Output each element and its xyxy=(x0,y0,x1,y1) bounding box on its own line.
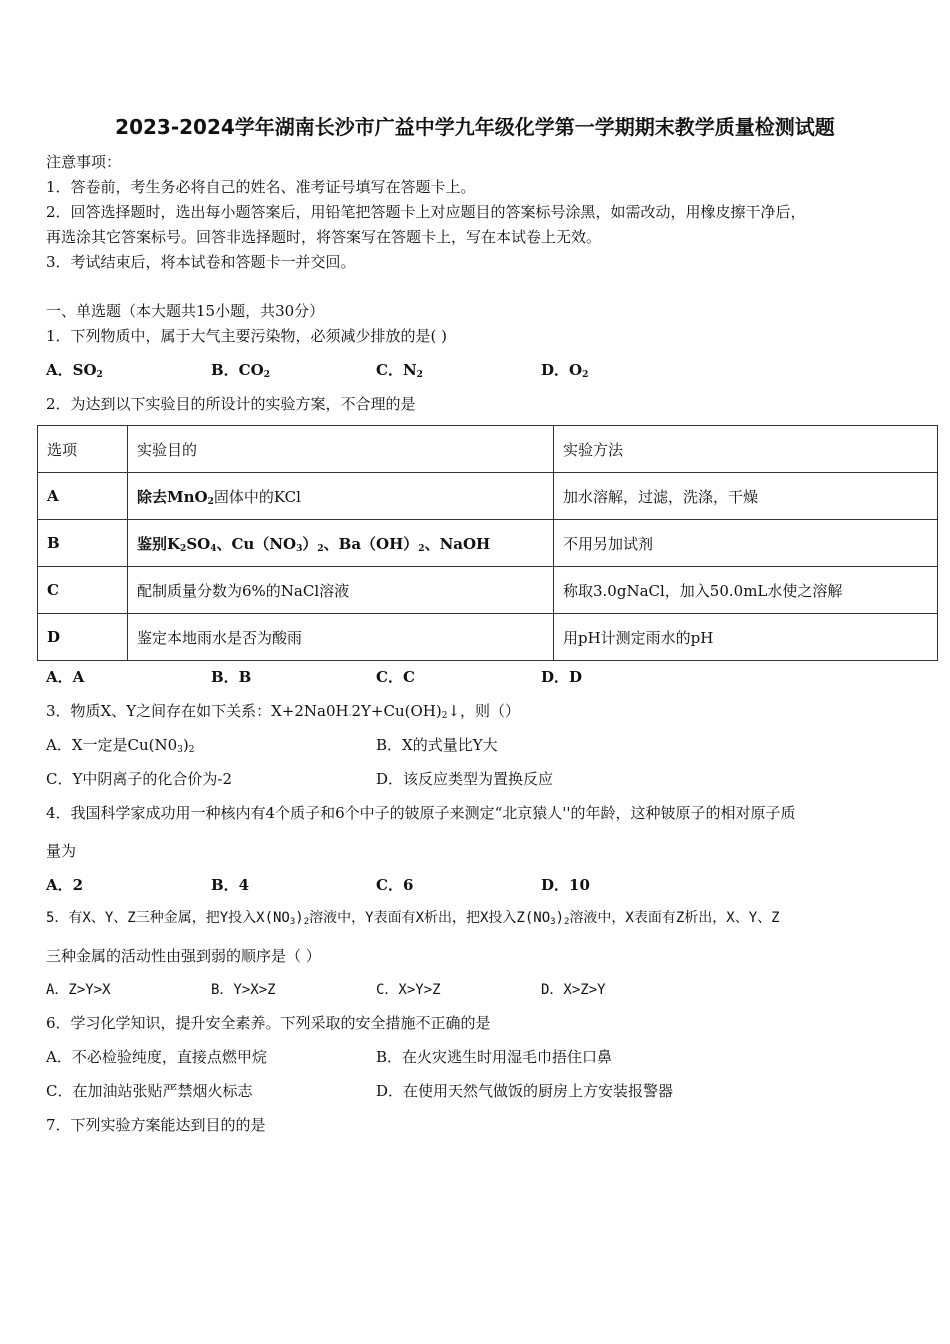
row-goal: 除去MnO$_2$固体中的KCl xyxy=(128,473,554,520)
table-row xyxy=(38,614,938,661)
q3-option-d: D．该反应类型为置换反应 xyxy=(376,770,554,788)
q6-option-a: A．不必检验纯度，直接点燃甲烷 xyxy=(46,1048,267,1066)
row-goal: 鉴别$K_2SO_4$、$Cu(NO_3)_2$、$Ba(OH)_2$、NaOH xyxy=(128,520,554,567)
q3-option-c: C．Y中阴离子的化合价为-2 xyxy=(46,770,232,788)
q1-option-a: A．$SO_2$ xyxy=(46,361,103,380)
q2-option-d: D．D xyxy=(541,668,583,686)
row-option: A xyxy=(38,473,128,520)
q2-option-c: C．C xyxy=(376,668,415,686)
row-goal: 配制质量分数为6%的NaCl溶液 xyxy=(128,567,554,614)
q4-option-a: A．2 xyxy=(46,876,84,894)
q6-option-d: D．在使用天然气做饭的厨房上方安装报警器 xyxy=(376,1082,674,1100)
q5-option-b: B．Y>X>Z xyxy=(211,982,276,998)
table-row xyxy=(38,567,938,614)
q1-option-b: B．$CO_2$ xyxy=(211,361,270,380)
q2-option-a: A．A xyxy=(46,668,85,686)
row-method: 不用另加试剂 xyxy=(554,520,938,567)
header-goal: 实验目的 xyxy=(128,426,554,473)
q6-option-c: C．在加油站张贴严禁烟火标志 xyxy=(46,1082,253,1100)
row-method: 加水溶解，过滤，洗涤，干燥 xyxy=(554,473,938,520)
row-option: C xyxy=(38,567,128,614)
q5-option-d: D．X>Z>Y xyxy=(541,982,606,998)
table-row xyxy=(38,473,938,520)
header-method: 实验方法 xyxy=(554,426,938,473)
exam-title: 2023-2024学年湖南长沙市广益中学九年级化学第一学期期末教学质量检测试题 xyxy=(115,115,835,139)
q5-option-a: A．Z>Y>X xyxy=(46,982,111,998)
row-method: 用pH计测定雨水的pH xyxy=(554,614,938,661)
row-option: B xyxy=(38,520,128,567)
header-option: 选项 xyxy=(38,426,128,473)
q5-stem-cont: 三种金属的活动性由强到弱的顺序是（ ） xyxy=(46,947,321,965)
q4-option-b: B．4 xyxy=(211,876,250,894)
q7-stem: 7．下列实验方案能达到目的的是 xyxy=(46,1116,266,1134)
q6-option-b: B．在火灾逃生时用湿毛巾捂住口鼻 xyxy=(376,1048,613,1066)
section-heading: 一、单选题（本大题共15小题，共30分） xyxy=(46,302,325,320)
q1-stem: 1．下列物质中，属于大气主要污染物，必须减少排放的是( ) xyxy=(46,327,448,345)
q4-option-c: C．6 xyxy=(376,876,414,894)
q4-stem-cont: 量为 xyxy=(46,842,77,860)
row-option: D xyxy=(38,614,128,661)
q3-option-b: B．X的式量比Y大 xyxy=(376,736,498,754)
table-row xyxy=(38,520,938,567)
row-method: 称取3.0gNaCl，加入50.0mL水使之溶解 xyxy=(554,567,938,614)
notice-item-1: 1．答卷前，考生务必将自己的姓名、准考证号填写在答题卡上。 xyxy=(46,178,476,196)
experiment-table xyxy=(37,425,938,661)
q5-stem: 5．有X、Y、Z三种金属，把Y投入$X(NO_3)_2$溶液中，Y表面有X析出，把X投入$Z(NO_3)_2$溶液中，X表面有Z析出，X、Y、Z xyxy=(46,910,780,927)
q5-option-c: C．X>Y>Z xyxy=(376,982,441,998)
q6-stem: 6．学习化学知识，提升安全素养。下列采取的安全措施不正确的是 xyxy=(46,1014,491,1032)
notice-item-3: 3．考试结束后，将本试卷和答题卡一并交回。 xyxy=(46,253,356,271)
notice-item-2-cont: 再选涂其它答案标号。回答非选择题时，将答案写在答题卡上，写在本试卷上无效。 xyxy=(46,228,602,246)
q3-stem: 3．物质X、Y之间存在如下关系：$X+2Na0H_\cdot 2Y+Cu(OH)_2↓$，则（） xyxy=(46,702,521,721)
q4-option-d: D．10 xyxy=(541,876,590,894)
row-goal: 鉴定本地雨水是否为酸雨 xyxy=(128,614,554,661)
q3-option-a: A．X一定是$Cu(N0_3)_2$ xyxy=(46,736,195,755)
q4-stem: 4．我国科学家成功用一种核内有4个质子和6个中子的铍原子来测定“北京猿人''的年龄，这种铍原子的相对原子质 xyxy=(46,804,796,822)
q1-option-d: D．$O_2$ xyxy=(541,361,589,380)
q1-option-c: C．$N_2$ xyxy=(376,361,423,380)
notice-item-2: 2．回答选择题时，选出每小题答案后，用铅笔把答题卡上对应题目的答案标号涂黑，如需改动，用橡皮擦干净后， xyxy=(46,203,806,221)
notice-heading: 注意事项： xyxy=(46,153,122,171)
q2-option-b: B．B xyxy=(211,668,252,686)
q2-stem: 2．为达到以下实验目的所设计的实验方案，不合理的是 xyxy=(46,395,416,413)
table-header-row xyxy=(38,426,938,473)
